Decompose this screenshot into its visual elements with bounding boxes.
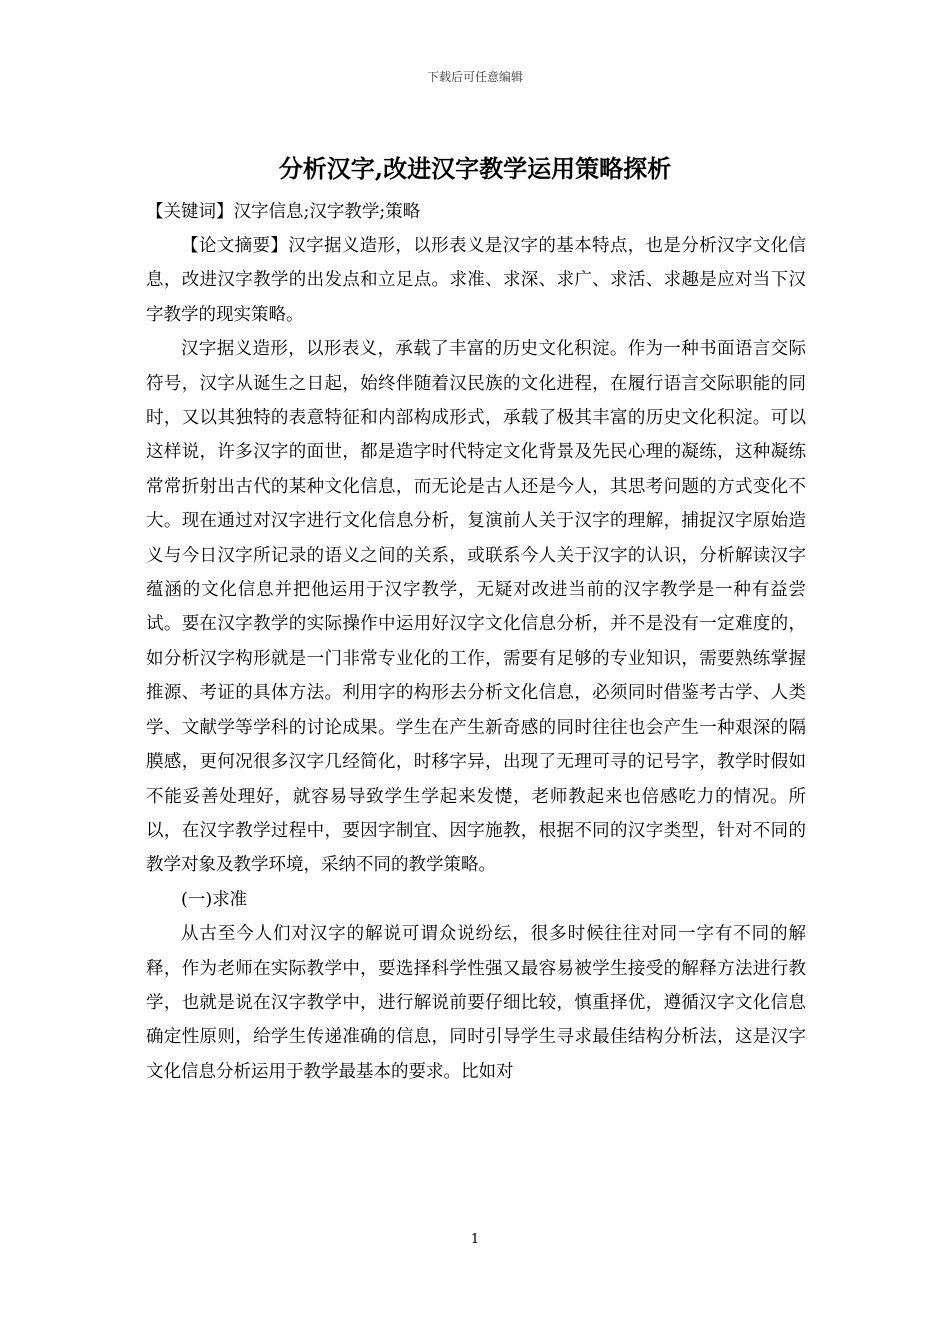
document-body xyxy=(146,196,806,1089)
section-heading-1: (一)求准 xyxy=(181,889,248,910)
page-number: 1 xyxy=(470,1232,480,1247)
abstract-paragraph: 【论文摘要】汉字据义造形，以形表义是汉字的基本特点，也是分析汉字文化信息，改进汉字教学的出发点和立足点。求准、求深、求广、求活、求趣是应对当下汉字教学的现实策略。 xyxy=(146,236,806,325)
header-note: 下载后可任意编辑 xyxy=(426,70,523,84)
keywords-line: 【关键词】汉字信息;汉字教学;策略 xyxy=(146,202,421,222)
body-paragraph-1: 汉字据义造形，以形表义，承载了丰富的历史文化积淀。作为一种书面语言交际符号，汉字从诞生之日起，始终伴随着汉民族的文化进程，在履行语言交际职能的同时，又以其独特的表意特征和内部构成形式，承载了极其丰富的历史文化积淀。可以这样说，许多汉字的面世，都是造字时代特定文化背景及先民心理的凝练，这种凝练常常折射出古代的某种文化信息，而无论是古人还是今人，其思考问题的方式变化不大。现在通过对汉字进行文化信息分析，复演前人关于汉字的理解，捕捉汉字原始造义与今日汉字所记录的语义之间的关系，或联系今人关于汉字的认识，分析解读汉字蕴涵的文化信息并把他运用于汉字教学，无疑对改进当前的汉字教学是一种有益尝试。要在汉字教学的实际操作中运用好汉字文化信息分析，并不是没有一定难度的，如分析汉字构形就是一门非常专业化的工作，需要有足够的专业知识，需要熟练掌握推源、考证的具体方法。利用字的构形去分析文化信息，必须同时借鉴考古学、人类学、文献学等学科的讨论成果。学生在产生新奇感的同时往往也会产生一种艰深的隔膜感，更何况很多汉字几经简化，时移字异，出现了无理可寻的记号字，教学时假如不能妥善处理好，就容易导致学生学起来发憷，老师教起来也倍感吃力的情况。所以，在汉字教学过程中，要因字制宜、因字施教，根据不同的汉字类型，针对不同的教学对象及教学环境，采纳不同的教学策略。 xyxy=(146,339,806,876)
page-title: 分析汉字,改进汉字教学运用策略探析 xyxy=(278,154,672,183)
body-paragraph-2: 从古至今人们对汉字的解说可谓众说纷纭，很多时候往往对同一字有不同的解释，作为老师在实际教学中，要选择科学性强又最容易被学生接受的解释方法进行教学，也就是说在汉字教学中，进行解说前要仔细比较，慎重择优，遵循汉字文化信息确定性原则，给学生传递准确的信息，同时引导学生寻求最佳结构分析法，这是汉字文化信息分析运用于教学最基本的要求。比如对 xyxy=(146,924,806,1082)
